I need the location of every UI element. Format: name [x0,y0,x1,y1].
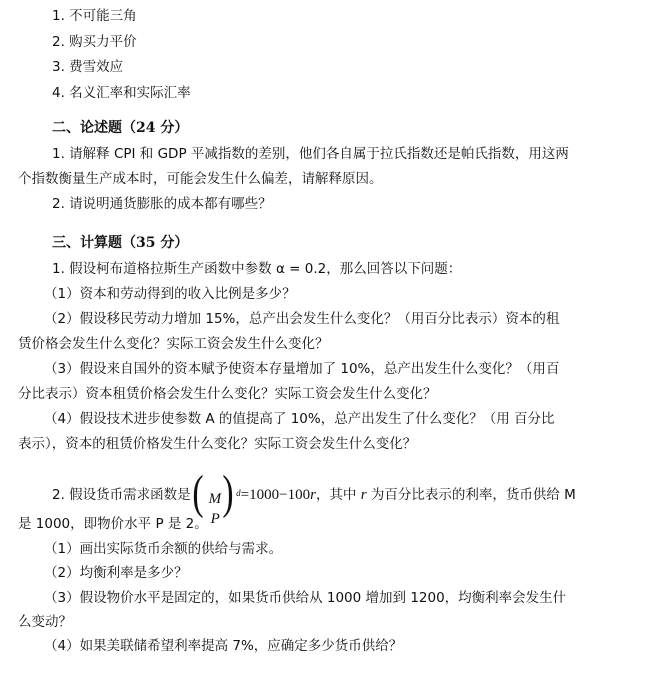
question-text: （1）资本和劳动得到的收入比例是多少？ [44,286,296,302]
question-text: 1. 请解释 CPI 和 GDP 平减指数的差别，他们各自属于拉氏指数还是帕氏指数，用这两 [52,146,569,162]
section-heading: 三、计算题（35 分） [52,235,189,251]
term-item: 2. 购买力平价 [52,34,137,50]
question-text: （1）画出实际货币余额的供给与需求。 [44,541,283,557]
question-text: （3）假设来自国外的资本赋予使资本存量增加了 10%，总产出发生什么变化？（用百 [44,361,560,377]
question-text: （4）假设技术进步使参数 A 的值提高了 10%，总产出发生了什么变化？（用 百分比 [44,411,555,427]
term-item: 3. 费雪效应 [52,59,124,75]
question-text: （4）如果美联储希望利率提高 7%，应确定多少货币供给？ [44,638,403,654]
question-text: （2）均衡利率是多少？ [44,565,188,581]
question-text: 么变动？ [18,614,72,630]
formula-denominator: P [210,511,220,527]
money-demand-question: 2. 假设货币需求函数是 ( M P ) d =1000−100r，其中 r 为百分比表示的利率，货币供给 M [52,472,576,518]
term-item: 4. 名义汇率和实际汇率 [52,85,191,101]
question-text: 2. 请说明通货膨胀的成本都有哪些？ [52,196,272,212]
question-text: （3）假设物价水平是固定的，如果货币供给从 1000 增加到 1200，均衡利率会发生什 [44,590,567,606]
question-text: 2. 假设货币需求函数是 [52,487,191,503]
money-demand-formula: ( M P ) d [193,472,239,518]
formula-superscript: d [236,488,241,498]
term-item: 1. 不可能三角 [52,8,137,24]
formula-rhs: =1000−100 [240,487,311,503]
question-text: 个指数衡量生产成本时，可能会发生什么偏差，请解释原因。 [18,171,383,187]
question-text: 1. 假设柯布道格拉斯生产函数中参数 α = 0.2，那么回答以下问题： [52,261,462,277]
formula-rhs-var: r [310,487,316,503]
question-text: 赁价格会发生什么变化？实际工资会发生什么变化？ [18,336,329,352]
section-heading: 二、论述题（24 分） [52,120,189,136]
formula-numerator: M [208,491,222,507]
question-text: 表示），资本的租赁价格发生什么变化？实际工资会发生什么变化？ [18,436,417,452]
question-text: （2）假设移民劳动力增加 15%，总产出会发生什么变化？（用百分比表示）资本的租 [44,311,560,327]
question-text: 是 1000，即物价水平 P 是 2。 [18,516,208,532]
question-text: 分比表示）资本租赁价格会发生什么变化？实际工资会发生什么变化？ [18,386,437,402]
